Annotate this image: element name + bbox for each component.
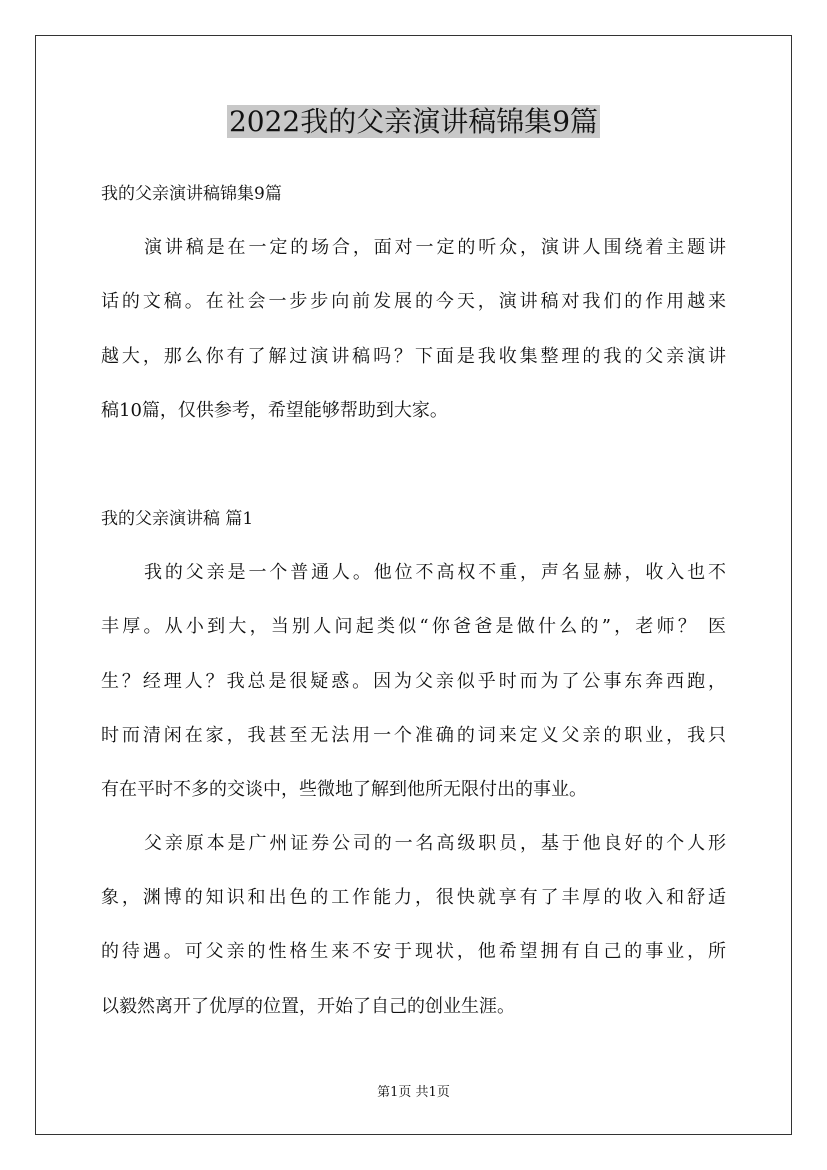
paragraph-line: 的待遇。可父亲的性格生来不安于现状，他希望拥有自己的事业，所 — [101, 941, 726, 962]
paragraph-line: 我的父亲是一个普通人。他位不高权不重，声名显赫，收入也不 — [144, 562, 726, 583]
paragraph-line: 丰厚。从小到大，当别人问起类似“你爸爸是做什么的”，老师？ 医 — [101, 616, 726, 637]
page-footer: 第1页 共1页 — [377, 1085, 450, 1100]
paragraph-line: 生？经理人？我总是很疑惑。因为父亲似乎时而为了公事东奔西跑， — [101, 671, 726, 692]
paragraph-line: 象，渊博的知识和出色的工作能力，很快就享有了丰厚的收入和舒适 — [101, 887, 726, 908]
document-title-text: 2022我的父亲演讲稿锦集9篇 — [228, 105, 599, 138]
paragraph-line: 时而清闲在家，我甚至无法用一个准确的词来定义父亲的职业，我只 — [101, 725, 726, 746]
paragraph-line: 话的文稿。在社会一步步向前发展的今天，演讲稿对我们的作用越来 — [101, 291, 726, 312]
paragraph-line: 演讲稿是在一定的场合，面对一定的听众，演讲人围绕着主题讲 — [144, 237, 726, 258]
paragraph-line: 有在平时不多的交谈中，些微地了解到他所无限付出的事业。 — [101, 779, 587, 800]
section-heading: 我的父亲演讲稿 篇1 — [101, 509, 254, 529]
paragraph-line: 以毅然离开了优厚的位置，开始了自己的创业生涯。 — [101, 996, 515, 1017]
paragraph-line: 稿10篇，仅供参考，希望能够帮助到大家。 — [101, 400, 448, 421]
paragraph-line: 父亲原本是广州证券公司的一名高级职员，基于他良好的个人形 — [144, 833, 726, 854]
paragraph-line: 越大，那么你有了解过演讲稿吗？下面是我收集整理的我的父亲演讲 — [101, 346, 726, 367]
document-subtitle: 我的父亲演讲稿锦集9篇 — [101, 184, 282, 204]
document-title — [0, 100, 827, 144]
